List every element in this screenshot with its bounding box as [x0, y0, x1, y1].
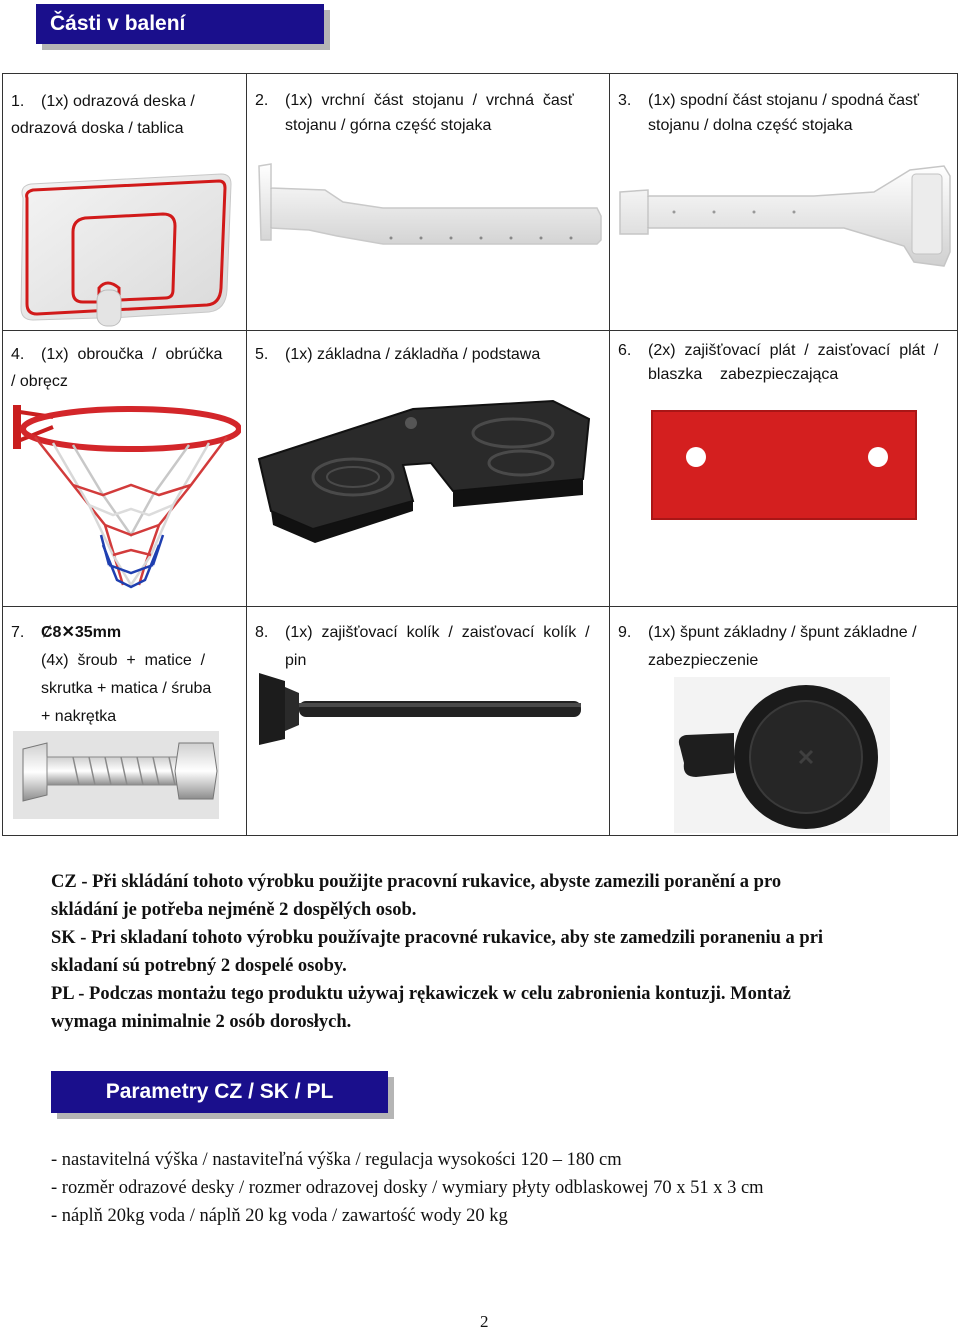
part-label-line: (1x) zajišťovací kolík / zaisťovací kolík /: [285, 624, 590, 641]
part-cell-2: [247, 74, 610, 331]
part-number: 7.: [11, 624, 25, 641]
page-number: 2: [480, 1312, 489, 1331]
warning-line: wymaga minimalnie 2 osób dorosłych.: [51, 1012, 352, 1032]
part-number: 3.: [618, 92, 632, 109]
part-label-line: odrazová doska / tablica: [11, 120, 184, 137]
part-cell-9: [610, 607, 958, 836]
part-cell-1: [3, 74, 247, 331]
part-label-line: (1x) špunt základny / špunt základne /: [648, 624, 917, 641]
part-label-line: blaszka zabezpieczająca: [648, 366, 839, 383]
base-image: [253, 399, 597, 599]
part-number: 8.: [255, 624, 269, 641]
part-cell-8: [247, 607, 610, 836]
warning-line: SK - Pri skladaní tohoto výrobku používajte pracovné rukavice, aby ste zamedzili poraneniu a pri: [51, 928, 824, 948]
upper-pole-image: [251, 160, 603, 320]
parts-table: [2, 73, 958, 836]
part-label-line: zabezpieczenie: [648, 652, 759, 669]
warning-line: skládání je potřeba nejméně 2 dospělých osob.: [51, 900, 417, 920]
bolt-size-label: Ȼ8✕35mm: [41, 624, 122, 641]
lower-pole-image: [614, 162, 954, 274]
warning-line: skladaní sú potrebný 2 dospelé osoby.: [51, 956, 347, 976]
security-plate-image: [650, 409, 918, 521]
part-label-line: stojanu / górna część stojaka: [285, 117, 492, 134]
part-label-line: + nakrętka: [41, 708, 117, 725]
part-label-line: (1x) obroučka / obrúčka: [41, 346, 223, 363]
safety-warning: [51, 868, 959, 1036]
part-label-line: pin: [285, 652, 307, 669]
param-line: - náplň 20kg voda / náplň 20 kg voda / zawartość wody 20 kg: [51, 1206, 508, 1226]
bolt-nut-image: [13, 731, 219, 819]
param-line: - rozměr odrazové desky / rozmer odrazovej dosky / wymiary płyty odblaskowej 70 x 51 x 3 cm: [51, 1178, 764, 1198]
part-cell-5: [247, 331, 610, 607]
part-cell-7: [3, 607, 247, 836]
params-list: [51, 1146, 931, 1230]
part-label-line: / obręcz: [11, 373, 68, 390]
part-label-line: (1x) spodní část stojanu / spodná časť: [648, 92, 920, 109]
part-cell-4: [3, 331, 247, 607]
part-cell-3: [610, 74, 958, 331]
base-plug-image: [674, 677, 890, 833]
pin-image: [255, 673, 585, 747]
part-label-line: (4x) šroub + matice /: [41, 652, 206, 669]
part-number: 4.: [11, 346, 25, 363]
warning-line: CZ - Při skládání tohoto výrobku použijte pracovní rukavice, abyste zamezili poranění a pro: [51, 872, 782, 892]
backboard-image: [13, 170, 238, 328]
param-line: - nastavitelná výška / nastaviteľná výška / regulacja wysokości 120 – 180 cm: [51, 1150, 622, 1170]
warning-line: PL - Podczas montażu tego produktu używaj rękawiczek w celu zabronienia kontuzji. Montaż: [51, 984, 791, 1004]
part-cell-6: [610, 331, 958, 607]
parts-heading: Části v balení: [36, 4, 324, 44]
hoop-net-image: [13, 405, 241, 601]
part-label-line: (1x) základna / základňa / podstawa: [285, 346, 541, 363]
params-heading: Parametry CZ / SK / PL: [51, 1071, 388, 1113]
part-number: 5.: [255, 346, 269, 363]
part-number: 1.: [11, 93, 25, 110]
part-number: 6.: [618, 342, 632, 359]
part-label-line: skrutka + matica / śruba: [41, 680, 212, 697]
part-number: 2.: [255, 92, 269, 109]
part-label-line: (1x) odrazová deska /: [41, 93, 195, 110]
part-label-line: stojanu / dolna część stojaka: [648, 117, 853, 134]
part-number: 9.: [618, 624, 632, 641]
part-label-line: (2x) zajišťovací plát / zaisťovací plát /: [648, 342, 939, 359]
part-label-line: (1x) vrchní část stojanu / vrchná časť: [285, 92, 574, 109]
